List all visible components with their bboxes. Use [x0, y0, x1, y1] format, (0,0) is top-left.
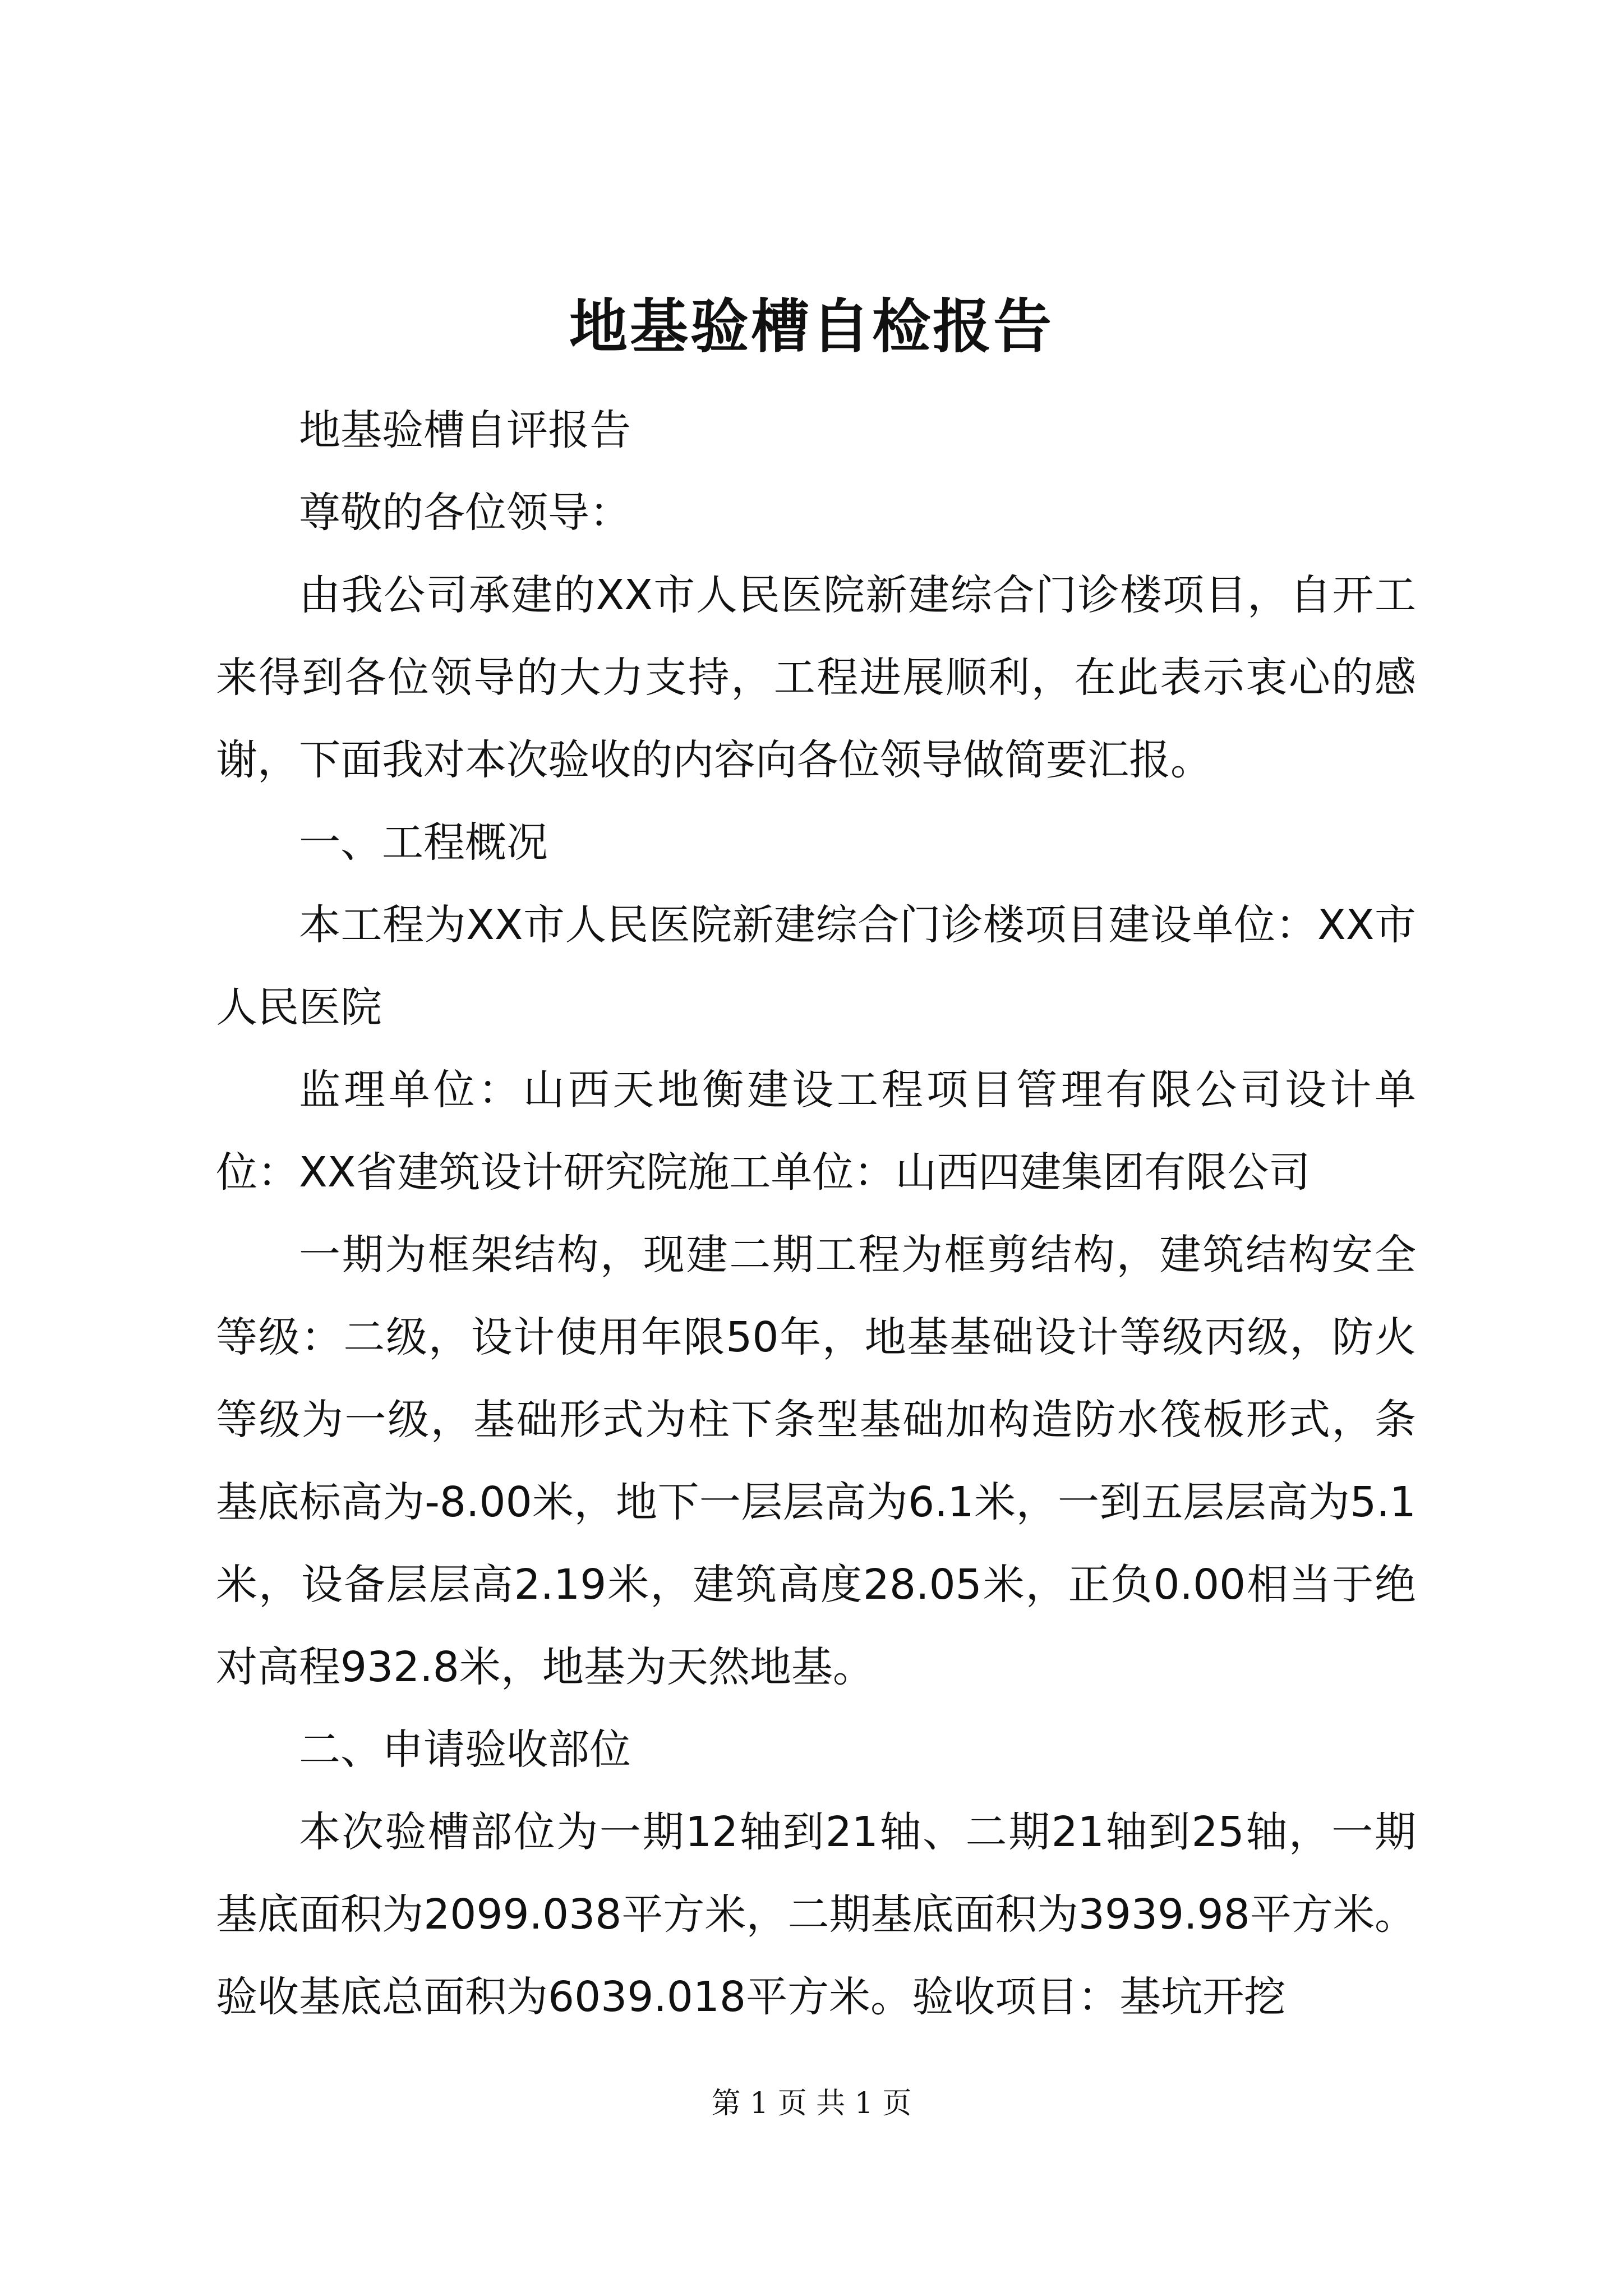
- paragraph-inspection-area: 本次验槽部位为一期12轴到21轴、二期21轴到25轴，一期基底面积为2099.038平方米，二期基底面积为3939.98平方米。验收基底总面积为6039.018平方米。验收项目：基坑开挖: [216, 1808, 1416, 2021]
- document-title: 地基验槽自检报告: [569, 292, 1054, 361]
- paragraph-structure-details: 一期为框架结构，现建二期工程为框剪结构，建筑结构安全等级：二级，设计使用年限50年，地基基础设计等级丙级，防火等级为一级，基础形式为柱下条型基础加构造防水筏板形式，条基底标高为-8.00米，地下一层层高为6.1米，一到五层层高为5.1米，设备层层高2.19米，建筑高度28.05米，正负0.00相当于绝对高程932.8米，地基为天然地基。: [216, 1231, 1416, 1691]
- paragraph-salutation: 尊敬的各位领导：: [299, 489, 631, 537]
- page-footer: 第 1 页 共 1 页: [711, 2087, 912, 2120]
- paragraph-supervision-unit: 监理单位：山西天地衡建设工程项目管理有限公司设计单位：XX省建筑设计研究院施工单位：山西四建集团有限公司: [216, 1066, 1416, 1197]
- document-body: [216, 389, 1416, 2039]
- paragraph-construction-unit: 本工程为XX市人民医院新建综合门诊楼项目建设单位：XX市人民医院: [216, 901, 1416, 1032]
- section-heading-overview: 一、工程概况: [299, 818, 548, 867]
- paragraph-intro: 由我公司承建的XX市人民医院新建综合门诊楼项目，自开工来得到各位领导的大力支持，工程进展顺利，在此表示衷心的感谢，下面我对本次验收的内容向各位领导做简要汇报。: [216, 571, 1416, 784]
- section-heading-inspection-area: 二、申请验收部位: [299, 1726, 631, 1774]
- paragraph-subtitle: 地基验槽自评报告: [299, 406, 631, 454]
